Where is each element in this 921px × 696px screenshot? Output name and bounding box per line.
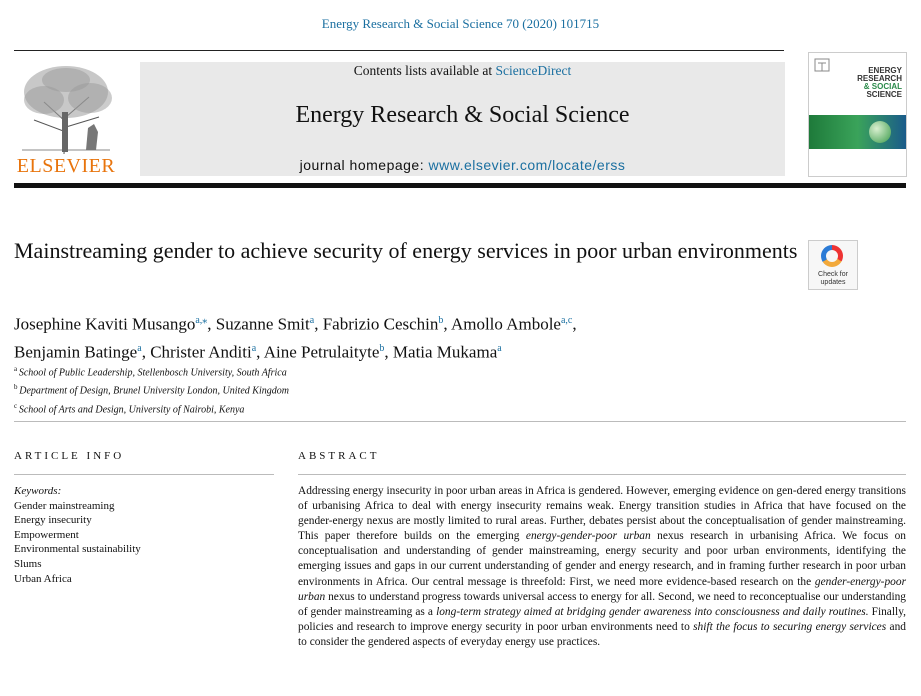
affiliation-key: b xyxy=(14,383,20,392)
author-list xyxy=(14,309,794,364)
article-title: Mainstreaming gender to achieve security of energy services in poor urban environments xyxy=(14,238,798,263)
keywords-label: Keywords: xyxy=(14,485,62,497)
affiliation-item xyxy=(14,399,514,417)
abstract-segment: Finally, policies and research to improve energy security in poor urban environments need to xyxy=(298,605,906,633)
keyword-item: Empowerment xyxy=(14,528,79,541)
keyword-item: Environmental sustainability xyxy=(14,543,141,556)
abstract-segment: and to consider the gendered aspects of everyday energy use practices. xyxy=(298,620,906,648)
check-for-updates-button[interactable] xyxy=(808,240,858,290)
header-rule xyxy=(14,50,784,51)
author-affiliation-marker[interactable]: a xyxy=(497,342,502,354)
author-name[interactable]: Benjamin Batinge xyxy=(14,342,138,362)
cover-band xyxy=(809,115,906,149)
elsevier-mini-logo-icon xyxy=(813,57,833,73)
cover-line-2: RESEARCH xyxy=(857,74,902,83)
author-name[interactable]: Christer Anditi xyxy=(150,342,252,362)
author-separator: , xyxy=(384,342,393,362)
affiliation-key: c xyxy=(14,401,19,410)
keyword-item: Gender mainstreaming xyxy=(14,499,115,512)
tree-icon xyxy=(14,62,118,158)
badge-label xyxy=(809,271,857,287)
crossmark-icon xyxy=(821,245,843,267)
affiliation-text: School of Public Leadership, Stellenbosch University, South Africa xyxy=(18,367,287,379)
author-separator: , xyxy=(443,314,451,334)
author-separator: , xyxy=(256,342,264,362)
keyword-item: Energy insecurity xyxy=(14,514,92,527)
keywords-block xyxy=(14,484,274,586)
cover-title xyxy=(857,67,902,99)
affiliation-item xyxy=(14,362,514,380)
elsevier-wordmark: ELSEVIER xyxy=(16,155,116,177)
author-name[interactable]: Suzanne Smit xyxy=(215,314,310,334)
section-rule xyxy=(14,421,906,422)
cover-line-1: ENERGY xyxy=(868,66,902,75)
masthead-rule xyxy=(14,183,906,188)
keyword-item: Urban Africa xyxy=(14,572,72,585)
homepage-link[interactable]: www.elsevier.com/locate/erss xyxy=(428,157,626,173)
cover-line-3: & SOCIAL xyxy=(863,82,902,91)
badge-line-2: updates xyxy=(820,279,846,286)
abstract-heading: ABSTRACT xyxy=(298,450,380,462)
article-info-rule xyxy=(14,474,274,475)
author-affiliation-marker[interactable]: a,c xyxy=(560,315,573,326)
abstract-segment: nexus to understand progress towards universal access to energy for all. Second, we need to reconceptualise our understanding of gender mainstreaming as a xyxy=(298,590,906,618)
journal-title: Energy Research & Social Science xyxy=(295,102,630,128)
abstract-emphasis: energy-gender-poor urban xyxy=(525,530,651,543)
contents-prefix: Contents lists available at xyxy=(353,63,496,78)
elsevier-logo[interactable] xyxy=(14,62,118,178)
author-name[interactable]: Aine Petrulaityte xyxy=(263,342,380,362)
cover-line-4: SCIENCE xyxy=(866,90,902,99)
abstract-emphasis: gender-energy-poor urban xyxy=(298,575,906,603)
keyword-list xyxy=(14,499,274,587)
homepage-prefix: journal homepage: xyxy=(299,157,429,173)
author-affiliation-marker[interactable]: a xyxy=(309,315,315,326)
abstract-emphasis: long-term strategy aimed at bridging gender awareness into consciousness and daily routines. xyxy=(436,605,869,618)
article-info-heading: ARTICLE INFO xyxy=(14,450,125,462)
journal-banner xyxy=(140,62,785,176)
sciencedirect-link[interactable]: ScienceDirect xyxy=(495,63,572,78)
abstract-emphasis: shift the focus to securing energy services xyxy=(693,620,887,633)
abstract-segment: Addressing energy insecurity in poor urban areas in Africa is gendered. However, emerging evidence on gen-dered energy transitions of urbanising Africa to deal with energy insecurity remains weak. Energy transition studies in Africa that have focused on the gender-energy nexus are mostly limited to rural areas. Further, debates persist about the conceptualisation of gender mainstreaming. This paper therefore builds on the emerging xyxy=(298,485,906,543)
author-affiliation-marker[interactable]: b xyxy=(438,315,444,326)
journal-cover[interactable] xyxy=(808,52,907,177)
affiliations xyxy=(14,362,514,417)
author-separator: , xyxy=(141,342,151,362)
author-affiliation-marker[interactable]: b xyxy=(379,342,385,354)
keyword-item: Slums xyxy=(14,557,42,570)
author-name[interactable]: Matia Mukama xyxy=(392,342,498,362)
author-name[interactable]: Josephine Kaviti Musango xyxy=(14,314,196,334)
author-affiliation-marker[interactable]: a xyxy=(251,342,257,354)
author-separator: , xyxy=(572,314,577,334)
affiliation-key: a xyxy=(14,365,19,373)
globe-icon xyxy=(869,121,891,143)
author-separator: , xyxy=(207,314,216,334)
journal-citation[interactable]: Energy Research & Social Science 70 (2020) 101715 xyxy=(321,16,600,31)
badge-line-1: Check for xyxy=(818,271,848,278)
author-affiliation-marker[interactable]: a,⁎ xyxy=(195,315,208,326)
abstract-segment: nexus research in urbanising Africa. We focus on conceptualisation and understanding of gender mainstreaming, energy security and poor urban environments, identifying the emerging issues and gaps in our current understanding of gender and energy research, and in framing further research in poor urban environments in Africa. Our central message is threefold: First, we need more evidence-based research on the xyxy=(298,530,906,588)
journal-homepage xyxy=(140,157,785,173)
affiliation-item xyxy=(14,380,514,398)
abstract-rule xyxy=(298,474,906,475)
affiliation-text: Department of Design, Brunel University London, United Kingdom xyxy=(19,385,289,397)
author-affiliation-marker[interactable]: a xyxy=(137,342,142,354)
author-name[interactable]: Amollo Ambole xyxy=(450,314,561,334)
author-separator: , xyxy=(314,314,323,334)
contents-line xyxy=(140,63,785,79)
affiliation-text: School of Arts and Design, University of Nairobi, Kenya xyxy=(18,403,245,415)
abstract-text xyxy=(298,484,906,650)
author-name[interactable]: Fabrizio Ceschin xyxy=(322,314,439,334)
